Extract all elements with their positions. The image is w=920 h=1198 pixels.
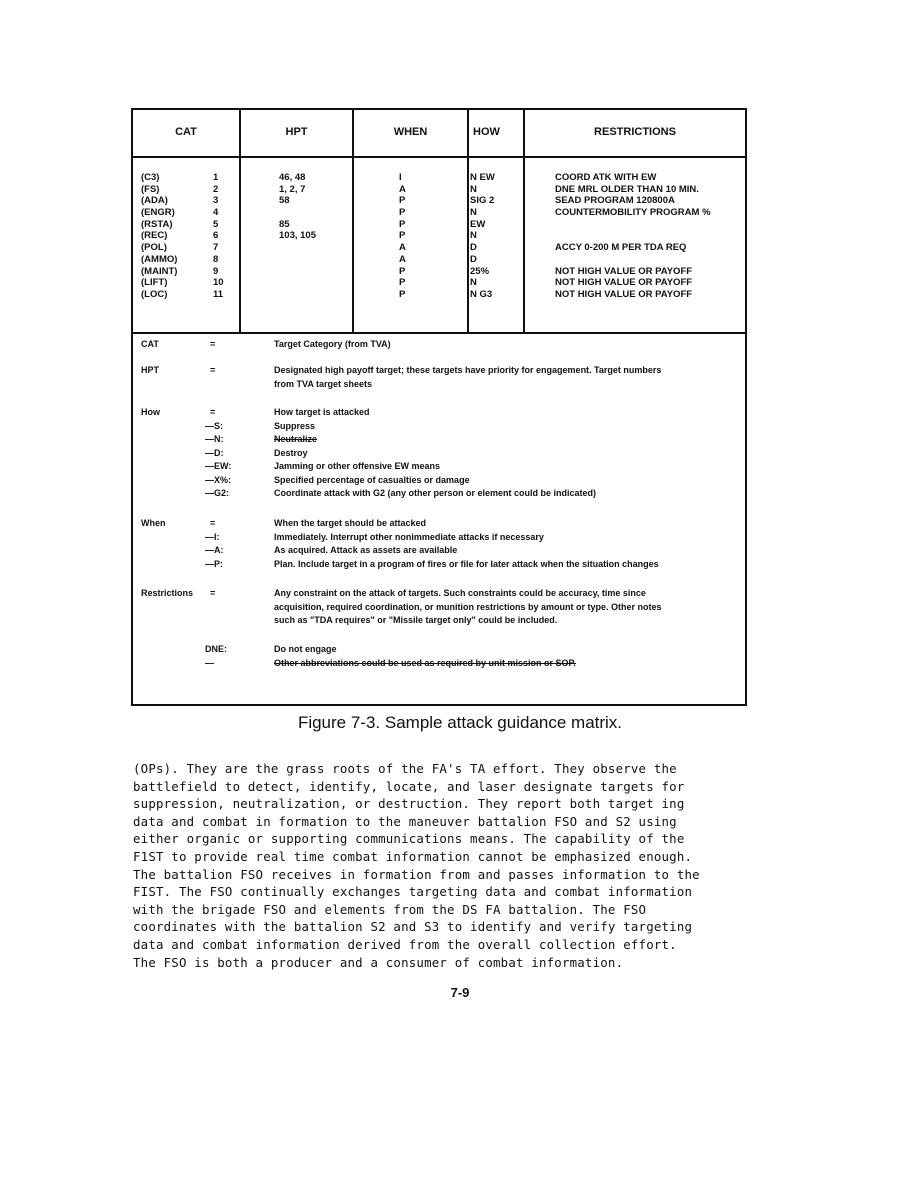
header-restrictions: RESTRICTIONS [594,126,676,138]
header-when: WHEN [393,126,428,138]
legend-term-cat: CAT [141,339,159,349]
hpt-value [279,266,316,278]
legend-code-text: Specified percentage of casualties or damage [274,474,470,485]
legend-def-cat: Target Category (from TVA) [274,339,391,349]
cat-number: 10 [213,277,224,289]
how-value: N [470,183,477,195]
restriction-value [555,219,711,231]
cat-number: 2 [213,183,219,195]
legend-def-restrictions-cont: such as "TDA requires" or "Missile target only" could be included. [274,615,558,625]
when-value: A [399,183,406,195]
legend-code: —S: [205,420,223,431]
how-value: EW [470,218,486,230]
cat-number: 6 [213,230,219,242]
cat-label: (FS) [141,183,160,195]
cat-number: 3 [213,195,219,207]
when-value: P [399,195,406,207]
legend-code: —I: [205,531,220,542]
legend-sep: = [210,518,216,528]
legend-code-text: As acquired. Attack as assets are available [274,545,458,555]
legend-sep: = [210,339,216,349]
restriction-value: NOT HIGH VALUE OR PAYOFF [555,265,693,277]
how-value: N [470,230,477,242]
paragraph-line: data and combat in formation to the maneuver battalion FSO and S2 using [133,813,677,829]
legend-code: —P: [205,558,223,569]
legend-code: —G2: [205,488,230,498]
cat-number: 9 [213,265,219,277]
hpt-value: 58 [279,195,290,207]
how-value: N EW [470,172,495,183]
restriction-value: NOT HIGH VALUE OR PAYOFF [555,277,693,289]
how-value: D [470,253,477,265]
how-value: SIG 2 [470,195,495,207]
how-value: 25% [470,265,490,277]
restriction-value: COORD ATK WITH EW [555,172,657,183]
cat-label: (AMMO) [141,253,178,265]
legend-def-dne: Do not engage [274,644,337,654]
restriction-value [555,254,711,266]
hpt-value: 46, 48 [279,172,306,183]
matrix-rows [133,156,745,334]
hpt-value [279,254,316,266]
hpt-value: 103, 105 [279,230,316,242]
legend-code-other: — [205,657,214,668]
cat-number: 1 [213,172,219,183]
cat-label: (ENGR) [141,207,175,219]
paragraph-line: FIST. The FSO continually exchanges targeting data and combat information [133,884,693,900]
matrix-header-row [133,110,745,158]
restriction-value [555,230,711,242]
how-value: N G3 [470,288,493,300]
cat-number: 11 [213,288,224,300]
cat-label: (REC) [141,230,168,242]
legend-def-when: When the target should be attacked [274,518,427,528]
paragraph-line: F1ST to provide real time combat information cannot be emphasized enough. [133,848,693,864]
legend-sep: = [210,365,216,375]
cat-label: (ADA) [141,195,168,207]
how-value: D [470,242,477,254]
body-paragraph [133,760,753,971]
cat-number: 8 [213,253,219,265]
when-value: P [399,277,406,289]
paragraph-line: The battalion FSO receives in formation from and passes information to the [133,866,700,882]
cat-label: (RSTA) [141,218,173,230]
cat-number-column [213,172,224,301]
paragraph-line: battlefield to detect, identify, locate, and laser designate targets for [133,778,685,794]
paragraph-line: (OPs). They are the grass roots of the FA's TA effort. They observe the [133,761,677,776]
legend-sep: = [210,407,216,417]
attack-guidance-matrix [131,108,747,706]
hpt-value [279,289,316,301]
legend-def-restrictions: Any constraint on the attack of targets. Such constraints could be accuracy, time since [274,588,646,598]
legend-def-how: How target is attacked [274,407,370,417]
how-value: N [470,277,477,289]
hpt-column [279,172,316,301]
hpt-value [279,242,316,254]
cat-label: (LOC) [141,288,168,300]
paragraph-line: suppression, neutralization, or destruction. They report both target ing [133,796,685,812]
when-value: P [399,218,406,230]
when-value: A [399,242,406,254]
legend-code: —X%: [205,474,232,485]
cat-label-column [141,172,177,301]
when-value: P [399,207,406,219]
legend-code-text: Plan. Include target in a program of fires or file for later attack when the situation changes [274,558,659,569]
hpt-value [279,207,316,219]
restrictions-column [555,172,711,301]
cat-label: (C3) [141,172,160,183]
legend-code-text: Jamming or other offensive EW means [274,461,441,471]
restriction-value: ACCY 0-200 M PER TDA REQ [555,242,687,254]
legend-term-restrictions: Restrictions [141,588,194,598]
restriction-value: COUNTERMOBILITY PROGRAM % [555,207,711,219]
legend-def-hpt: Designated high payoff target; these targets have priority for engagement. Target numbers [274,365,662,375]
when-value: P [399,230,406,242]
restriction-value: DNE MRL OLDER THAN 10 MIN. [555,183,699,195]
legend-term-how: How [141,407,160,417]
legend-code: —N: [205,434,224,444]
legend-code-text: Immediately. Interrupt other nonimmediate attacks if necessary [274,531,544,542]
legend-code-dne: DNE: [205,644,227,654]
legend-code: —A: [205,545,224,555]
legend-code-text: Suppress [274,420,316,431]
legend-code-text: Neutralize [274,434,318,444]
cat-number: 5 [213,218,219,230]
how-value: N [470,207,477,219]
hpt-value: 1, 2, 7 [279,183,306,195]
paragraph-line: either organic or supporting communications means. The capability of the [133,831,685,847]
hpt-value: 85 [279,218,290,230]
header-how: HOW [473,126,500,138]
legend-code-text: Destroy [274,447,308,458]
when-value: A [399,253,406,265]
legend-term-when: When [141,518,166,528]
restriction-value: NOT HIGH VALUE OR PAYOFF [555,288,693,300]
when-column [399,172,406,301]
legend-code-text: Coordinate attack with G2 (any other person or element could be indicated) [274,488,597,498]
restriction-value: SEAD PROGRAM 120800A [555,195,675,207]
legend-code: —EW: [205,461,232,471]
paragraph-line: The FSO is both a producer and a consumer of combat information. [133,954,624,970]
paragraph-line: data and combat information derived from the overall collection effort. [133,936,677,952]
when-value: I [399,172,402,183]
cat-number: 7 [213,242,219,254]
cat-label: (MAINT) [141,265,178,277]
how-column [470,172,495,301]
legend-code: —D: [205,447,224,458]
cat-number: 4 [213,207,219,219]
header-hpt: HPT [285,126,308,138]
when-value: P [399,265,406,277]
legend-def-other: Other abbreviations could be used as required by unit mission or SOP. [274,657,576,668]
cat-label: (LIFT) [141,277,168,289]
header-cat: CAT [175,126,197,138]
legend-def-restrictions-cont: acquisition, required coordination, or munition restrictions by amount or type. Other notes [274,601,662,612]
when-value: P [399,288,406,300]
hpt-value [279,277,316,289]
cat-label: (POL) [141,242,167,254]
figure-caption: Figure 7-3. Sample attack guidance matrix. [297,713,623,732]
legend-sep: = [210,588,216,598]
paragraph-line: with the brigade FSO and elements from the DS FA battalion. The FSO [133,901,647,917]
page-number: 7-9 [450,985,470,1000]
legend-def-hpt-cont: from TVA target sheets [274,379,373,389]
legend-term-hpt: HPT [141,365,159,375]
paragraph-line: coordinates with the battalion S2 and S3 to identify and verify targeting [133,919,693,935]
